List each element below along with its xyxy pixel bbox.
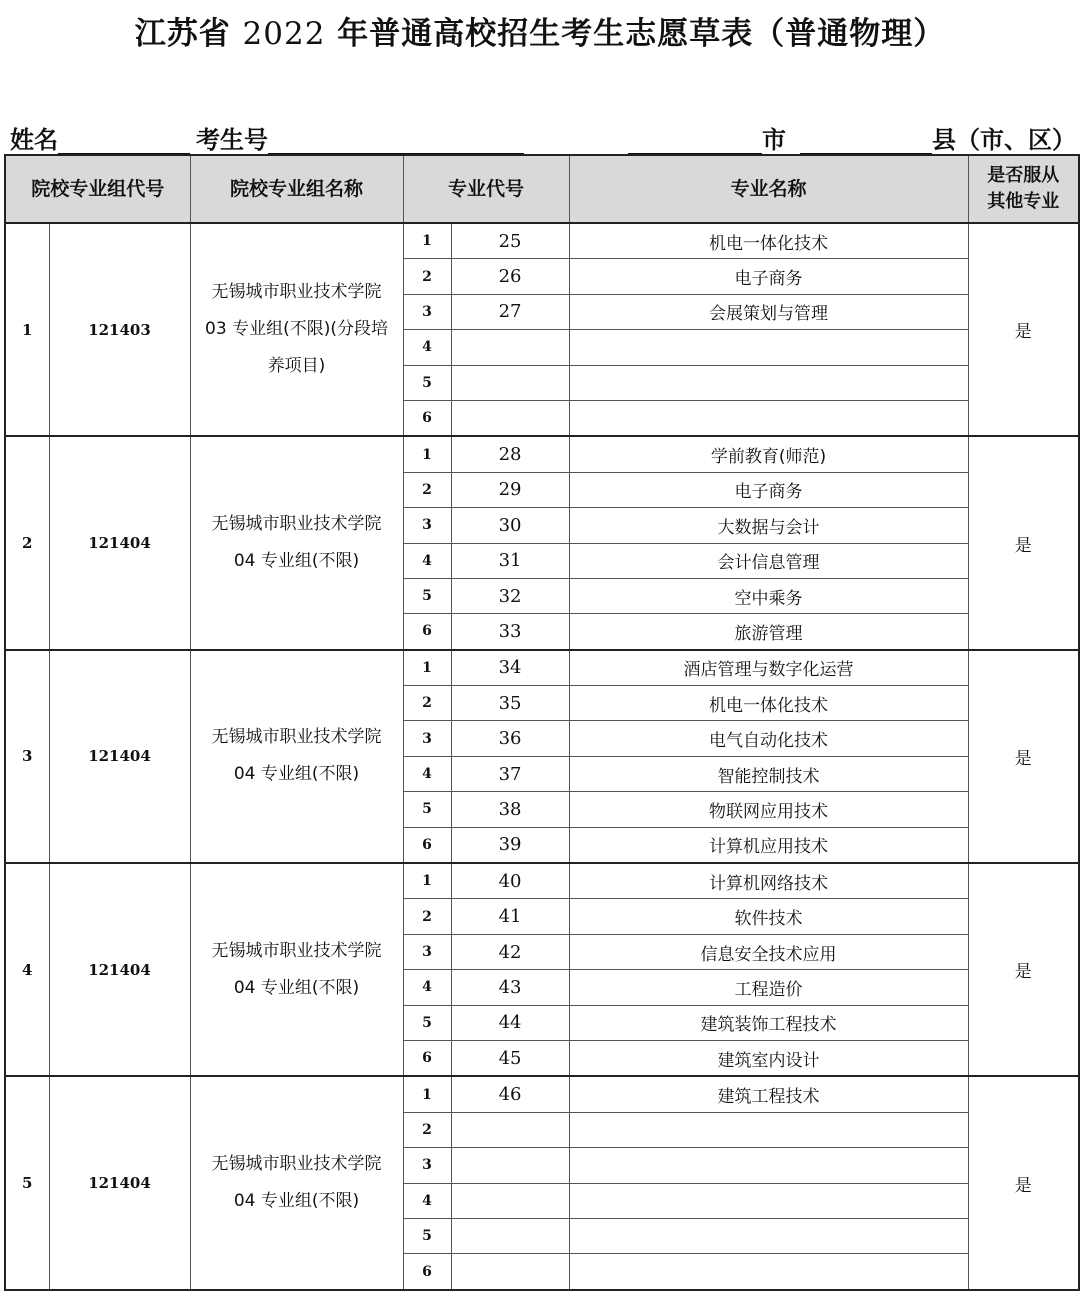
major-code[interactable] — [451, 1183, 569, 1218]
group-name — [190, 436, 403, 649]
obey-value[interactable]: 是 — [968, 1076, 1079, 1289]
major-name[interactable] — [569, 1254, 968, 1290]
major-seq: 3 — [403, 721, 451, 756]
major-seq: 1 — [403, 223, 451, 259]
obey-value[interactable]: 是 — [968, 223, 1079, 436]
major-seq: 3 — [403, 294, 451, 329]
major-name[interactable]: 大数据与会计 — [569, 508, 968, 543]
major-name[interactable]: 会计信息管理 — [569, 543, 968, 578]
group-name — [190, 863, 403, 1076]
major-seq: 2 — [403, 1112, 451, 1147]
major-name[interactable]: 酒店管理与数字化运营 — [569, 650, 968, 686]
major-seq: 5 — [403, 365, 451, 400]
major-seq: 2 — [403, 899, 451, 934]
major-seq: 1 — [403, 1076, 451, 1112]
obey-value[interactable]: 是 — [968, 436, 1079, 649]
major-seq: 4 — [403, 330, 451, 365]
table-header-row — [5, 155, 1079, 223]
major-seq: 3 — [403, 1148, 451, 1183]
major-seq: 6 — [403, 1254, 451, 1290]
major-code[interactable] — [451, 1148, 569, 1183]
major-name[interactable]: 建筑室内设计 — [569, 1040, 968, 1076]
major-code[interactable]: 40 — [451, 863, 569, 899]
table-row — [5, 1076, 1079, 1112]
major-seq: 5 — [403, 792, 451, 827]
major-name[interactable]: 计算机网络技术 — [569, 863, 968, 899]
major-seq: 2 — [403, 686, 451, 721]
major-code[interactable]: 36 — [451, 721, 569, 756]
major-code[interactable]: 25 — [451, 223, 569, 259]
county-field — [800, 120, 1076, 154]
major-code[interactable]: 38 — [451, 792, 569, 827]
major-name[interactable] — [569, 1218, 968, 1253]
table-row — [5, 223, 1079, 259]
city-label: 市 — [762, 126, 786, 154]
major-name[interactable]: 电气自动化技术 — [569, 721, 968, 756]
exam-no-label: 考生号 — [196, 126, 268, 154]
major-seq: 5 — [403, 1218, 451, 1253]
major-seq: 2 — [403, 259, 451, 294]
major-code[interactable]: 30 — [451, 508, 569, 543]
major-name[interactable]: 学前教育(师范) — [569, 436, 968, 472]
major-code[interactable] — [451, 1112, 569, 1147]
group-name — [190, 1076, 403, 1289]
group-index: 3 — [5, 650, 49, 863]
major-code[interactable]: 43 — [451, 970, 569, 1005]
major-seq: 5 — [403, 1005, 451, 1040]
major-name[interactable]: 计算机应用技术 — [569, 827, 968, 863]
major-name[interactable]: 机电一体化技术 — [569, 223, 968, 259]
major-seq: 6 — [403, 614, 451, 650]
group-code: 121404 — [49, 436, 190, 649]
group-code: 121404 — [49, 863, 190, 1076]
major-code[interactable]: 39 — [451, 827, 569, 863]
major-seq: 2 — [403, 472, 451, 507]
major-code[interactable] — [451, 365, 569, 400]
major-code[interactable]: 29 — [451, 472, 569, 507]
group-index: 2 — [5, 436, 49, 649]
major-seq: 4 — [403, 970, 451, 1005]
header-major-name: 专业名称 — [569, 155, 968, 223]
major-name[interactable]: 信息安全技术应用 — [569, 934, 968, 969]
major-seq: 6 — [403, 827, 451, 863]
major-name[interactable] — [569, 1148, 968, 1183]
major-seq: 3 — [403, 508, 451, 543]
major-name[interactable]: 空中乘务 — [569, 578, 968, 613]
major-seq: 4 — [403, 543, 451, 578]
major-name[interactable]: 建筑装饰工程技术 — [569, 1005, 968, 1040]
header-obey — [968, 155, 1079, 223]
group-name-line: 无锡城市职业技术学院 — [211, 514, 382, 535]
application-table — [4, 154, 1080, 1291]
major-code[interactable]: 44 — [451, 1005, 569, 1040]
major-code[interactable]: 35 — [451, 686, 569, 721]
group-name-line: 04 专业组(不限) — [233, 1191, 360, 1212]
group-name-line: 04 专业组(不限) — [233, 551, 360, 572]
major-name[interactable]: 会展策划与管理 — [569, 294, 968, 329]
title-year: 2022 — [242, 16, 326, 52]
group-name — [190, 650, 403, 863]
major-name[interactable]: 电子商务 — [569, 472, 968, 507]
obey-value[interactable]: 是 — [968, 650, 1079, 863]
major-code[interactable]: 31 — [451, 543, 569, 578]
major-seq: 5 — [403, 578, 451, 613]
group-name-line: 无锡城市职业技术学院 — [211, 282, 382, 303]
obey-value[interactable]: 是 — [968, 863, 1079, 1076]
table-row — [5, 650, 1079, 686]
header-major-code: 专业代号 — [403, 155, 569, 223]
group-index: 5 — [5, 1076, 49, 1289]
major-seq: 4 — [403, 1183, 451, 1218]
major-code[interactable]: 33 — [451, 614, 569, 650]
major-code[interactable]: 42 — [451, 934, 569, 969]
table-row — [5, 863, 1079, 899]
group-name-line: 04 专业组(不限) — [233, 977, 360, 998]
header-obey-line1: 是否服从 — [987, 165, 1060, 186]
name-field — [10, 120, 190, 154]
table-body — [5, 223, 1079, 1290]
group-index: 1 — [5, 223, 49, 436]
major-name[interactable]: 软件技术 — [569, 899, 968, 934]
major-name[interactable]: 旅游管理 — [569, 614, 968, 650]
major-code[interactable]: 27 — [451, 294, 569, 329]
major-name[interactable]: 机电一体化技术 — [569, 686, 968, 721]
major-seq: 6 — [403, 400, 451, 436]
major-name[interactable]: 物联网应用技术 — [569, 792, 968, 827]
title-prefix: 江苏省 — [134, 16, 231, 52]
county-label: 县（市、区） — [932, 126, 1076, 154]
major-code[interactable]: 34 — [451, 650, 569, 686]
major-code[interactable] — [451, 1218, 569, 1253]
group-code: 121403 — [49, 223, 190, 436]
major-name[interactable] — [569, 330, 968, 365]
page-title — [0, 8, 1080, 53]
group-code: 121404 — [49, 650, 190, 863]
table-row — [5, 436, 1079, 472]
major-name[interactable]: 电子商务 — [569, 259, 968, 294]
header-obey-line2: 其他专业 — [987, 191, 1060, 212]
major-seq: 1 — [403, 863, 451, 899]
group-name — [190, 223, 403, 436]
group-name-line: 无锡城市职业技术学院 — [211, 940, 382, 961]
county-blank[interactable] — [800, 125, 932, 155]
major-code[interactable]: 45 — [451, 1040, 569, 1076]
group-name-line: 无锡城市职业技术学院 — [211, 727, 382, 748]
group-name-line: 无锡城市职业技术学院 — [211, 1154, 382, 1175]
major-code[interactable] — [451, 400, 569, 436]
major-seq: 1 — [403, 436, 451, 472]
major-code[interactable]: 32 — [451, 578, 569, 613]
major-code[interactable]: 26 — [451, 259, 569, 294]
group-code: 121404 — [49, 1076, 190, 1289]
major-code[interactable]: 28 — [451, 436, 569, 472]
major-code[interactable] — [451, 1254, 569, 1290]
title-suffix: 年普通高校招生考生志愿草表（普通物理） — [337, 16, 946, 52]
major-seq: 6 — [403, 1040, 451, 1076]
header-group-code: 院校专业组代号 — [5, 155, 190, 223]
city-field — [628, 120, 786, 154]
major-seq: 1 — [403, 650, 451, 686]
major-code[interactable]: 46 — [451, 1076, 569, 1112]
major-code[interactable] — [451, 330, 569, 365]
name-blank[interactable] — [58, 125, 190, 155]
exam-no-field — [196, 120, 524, 154]
city-blank[interactable] — [628, 125, 762, 155]
header-group-name: 院校专业组名称 — [190, 155, 403, 223]
group-index: 4 — [5, 863, 49, 1076]
group-name-line: 04 专业组(不限) — [233, 764, 360, 785]
major-seq: 3 — [403, 934, 451, 969]
major-code[interactable]: 37 — [451, 756, 569, 791]
major-name[interactable] — [569, 400, 968, 436]
name-label: 姓名 — [10, 126, 58, 154]
major-name[interactable] — [569, 1112, 968, 1147]
group-name-line: 养项目) — [267, 356, 326, 377]
major-seq: 4 — [403, 756, 451, 791]
major-name[interactable]: 智能控制技术 — [569, 756, 968, 791]
major-name[interactable]: 工程造价 — [569, 970, 968, 1005]
exam-no-blank[interactable] — [268, 125, 524, 155]
major-code[interactable]: 41 — [451, 899, 569, 934]
group-name-line: 03 专业组(不限)(分段培 — [205, 319, 388, 340]
major-name[interactable]: 建筑工程技术 — [569, 1076, 968, 1112]
major-name[interactable] — [569, 365, 968, 400]
major-name[interactable] — [569, 1183, 968, 1218]
